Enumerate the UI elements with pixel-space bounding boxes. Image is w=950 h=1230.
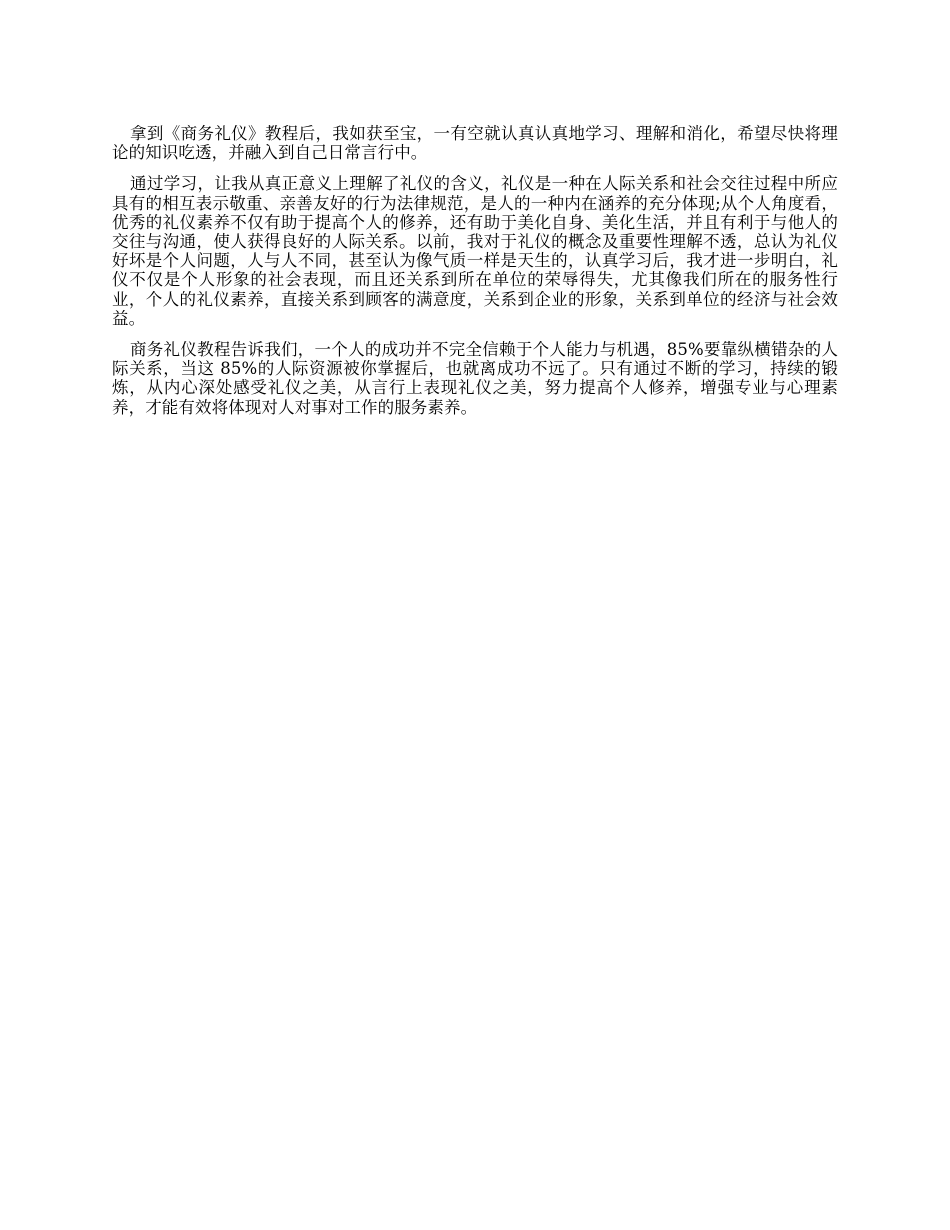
document-body [112, 124, 838, 429]
paragraph-3: 商务礼仪教程告诉我们，一个人的成功并不完全信赖于个人能力与机遇，85%要靠纵横错杂的人际关系，当这 85%的人际资源被你掌握后，也就离成功不远了。只有通过不断的学习，持续的锻炼，从内心深处感受礼仪之美，从言行上表现礼仪之美，努力提高个人修养，增强专业与心理素养，才能有效将体现对人对事对工作的服务素养。 [112, 340, 838, 417]
paragraph-1: 拿到《商务礼仪》教程后，我如获至宝，一有空就认真认真地学习、理解和消化，希望尽快将理论的知识吃透，并融入到自己日常言行中。 [112, 124, 838, 163]
paragraph-2: 通过学习，让我从真正意义上理解了礼仪的含义，礼仪是一种在人际关系和社会交往过程中所应具有的相互表示敬重、亲善友好的行为法律规范，是人的一种内在涵养的充分体现;从个人角度看，优秀的礼仪素养不仅有助于提高个人的修养，还有助于美化自身、美化生活，并且有利于与他人的交往与沟通，使人获得良好的人际关系。以前，我对于礼仪的概念及重要性理解不透，总认为礼仪好坏是个人问题，人与人不同，甚至认为像气质一样是天生的，认真学习后，我才进一步明白，礼仪不仅是个人形象的社会表现，而且还关系到所在单位的荣辱得失，尤其像我们所在的服务性行业，个人的礼仪素养，直接关系到顾客的满意度，关系到企业的形象，关系到单位的经济与社会效益。 [112, 174, 838, 328]
